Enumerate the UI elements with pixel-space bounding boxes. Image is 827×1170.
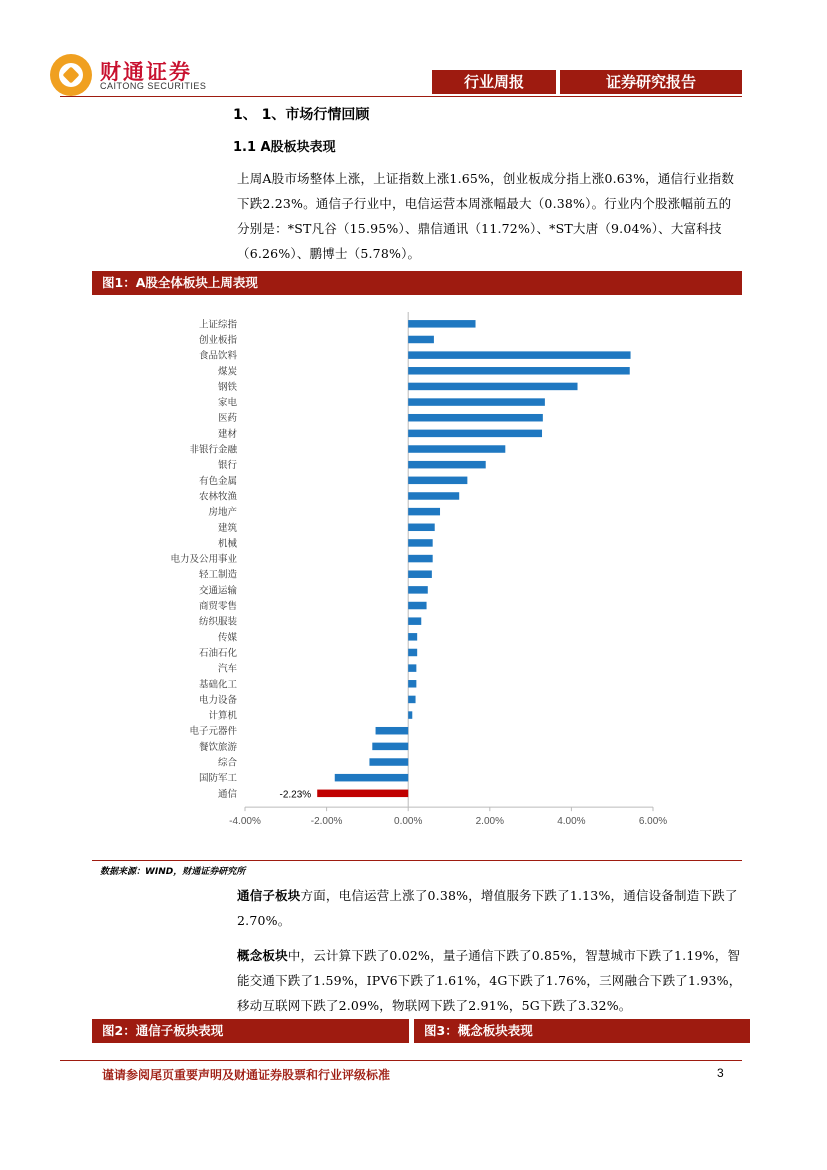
company-logo xyxy=(50,54,250,98)
category-label: 上证综指 xyxy=(198,319,237,331)
bar-7 xyxy=(408,430,542,438)
bar-2 xyxy=(408,351,630,359)
telecom-subsector-text: 方面，电信运营上涨了0.38%，增值服务下跌了1.13%，通信设备制造下跌了2.70%。 xyxy=(237,888,738,928)
bar-6 xyxy=(408,414,543,422)
footer-divider xyxy=(60,1060,742,1061)
category-label: 电力设备 xyxy=(198,694,237,706)
bar-28 xyxy=(369,758,408,766)
bar-11 xyxy=(408,492,459,500)
category-label: 银行 xyxy=(217,460,237,472)
category-label: 有色金属 xyxy=(198,475,237,487)
category-label: 创业板指 xyxy=(198,334,237,346)
header-divider xyxy=(60,96,742,97)
category-label: 钢铁 xyxy=(217,381,237,393)
data-label: -2.23% xyxy=(279,789,312,801)
category-label: 餐饮旅游 xyxy=(198,741,237,753)
header-tab-weekly: 行业周报 xyxy=(432,70,556,94)
category-label: 传媒 xyxy=(217,632,237,644)
source-divider xyxy=(92,860,742,861)
logo-chinese-name: 财通证券 xyxy=(100,60,192,84)
category-label: 纺织服装 xyxy=(198,616,237,628)
category-label: 交通运输 xyxy=(198,585,237,597)
bar-0 xyxy=(408,320,475,328)
category-label: 电力及公用事业 xyxy=(170,554,237,566)
market-review-paragraph: 上周A股市场整体上涨，上证指数上涨1.65%，创业板成分指上涨0.63%，通信行业指数下跌2.23%。通信子行业中，电信运营本周涨幅最大（0.38%）。行业内个股涨幅前五的分别是：*ST凡谷（15.95%）、鼎信通讯（11.72%）、*ST大唐（9.04%）、大富科技（6.26%）、鹏博士（5.78%）。 xyxy=(237,171,735,261)
bar-30 xyxy=(317,790,408,798)
page-number: 3 xyxy=(717,1066,724,1080)
x-tick-label: 6.00% xyxy=(638,816,668,828)
bar-26 xyxy=(376,727,409,735)
bar-24 xyxy=(408,696,415,704)
bar-15 xyxy=(408,555,432,563)
header-tab-report: 证券研究报告 xyxy=(560,70,742,94)
category-label: 商贸零售 xyxy=(198,601,237,613)
telecom-subsector-paragraph xyxy=(237,883,743,933)
bar-10 xyxy=(408,477,467,485)
category-label: 家电 xyxy=(217,397,237,409)
category-label: 医药 xyxy=(217,413,237,425)
x-tick-label: 2.00% xyxy=(475,816,504,828)
bar-27 xyxy=(372,743,408,751)
category-label: 机械 xyxy=(217,538,237,550)
category-label: 煤炭 xyxy=(217,366,237,378)
category-label: 非银行金融 xyxy=(189,444,237,456)
concept-sector-label: 概念板块 xyxy=(237,948,288,963)
sector-performance-chart xyxy=(150,300,670,840)
figure1-source: 数据来源：WIND，财通证券研究所 xyxy=(100,867,246,877)
category-label: 建材 xyxy=(217,428,237,440)
bar-8 xyxy=(408,445,505,453)
bar-20 xyxy=(408,633,417,641)
category-label: 综合 xyxy=(217,757,237,769)
figure1-title-bar: 图1：A股全体板块上周表现 xyxy=(92,271,742,295)
logo-english-name: CAITONG SECURITIES xyxy=(100,81,207,91)
x-tick-label: 0.00% xyxy=(394,816,423,828)
category-label: 建筑 xyxy=(217,522,237,534)
concept-sector-paragraph xyxy=(237,943,743,1018)
category-label: 国防军工 xyxy=(198,773,237,785)
category-label: 房地产 xyxy=(208,507,237,519)
category-label: 汽车 xyxy=(217,663,237,675)
category-label: 基础化工 xyxy=(198,679,237,691)
category-label: 电子元器件 xyxy=(189,726,237,738)
category-label: 石油石化 xyxy=(198,647,237,659)
bar-13 xyxy=(408,524,435,532)
bar-1 xyxy=(408,336,434,344)
bar-19 xyxy=(408,617,421,625)
figure2-title-bar: 图2：通信子板块表现 xyxy=(92,1019,409,1043)
x-tick-label: -2.00% xyxy=(310,816,343,828)
subsection-heading: 1.1 A股板块表现 xyxy=(233,140,336,155)
bar-21 xyxy=(408,649,417,657)
bar-23 xyxy=(408,680,416,688)
bar-22 xyxy=(408,664,416,672)
logo-emblem-icon xyxy=(50,54,92,96)
bar-3 xyxy=(408,367,630,375)
x-tick-label: 4.00% xyxy=(557,816,586,828)
category-label: 食品饮料 xyxy=(198,350,237,362)
bar-14 xyxy=(408,539,432,547)
bar-12 xyxy=(408,508,440,516)
bar-17 xyxy=(408,586,428,594)
concept-sector-text: 中，云计算下跌了0.02%，量子通信下跌了0.85%，智慧城市下跌了1.19%，智能交通下跌了1.59%，IPV6下跌了1.61%，4G下跌了1.76%，三网融合下跌了1.93%，移动互联网下跌了2.09%，物联网下跌了2.91%，5G下跌了3.32%。 xyxy=(237,948,742,1013)
category-label: 农林牧渔 xyxy=(198,491,237,503)
bar-16 xyxy=(408,570,432,578)
bar-9 xyxy=(408,461,486,469)
section-heading: 1、 1、市场行情回顾 xyxy=(233,107,370,123)
footer-disclaimer: 谨请参阅尾页重要声明及财通证券股票和行业评级标准 xyxy=(102,1068,391,1082)
x-tick-label: -4.00% xyxy=(229,816,261,828)
bar-25 xyxy=(408,711,412,719)
bar-29 xyxy=(335,774,408,782)
bar-5 xyxy=(408,398,545,406)
bar-18 xyxy=(408,602,426,610)
category-label: 轻工制造 xyxy=(198,569,237,581)
telecom-subsector-label: 通信子板块 xyxy=(237,888,301,903)
category-label: 通信 xyxy=(217,788,237,800)
figure3-title-bar: 图3：概念板块表现 xyxy=(414,1019,750,1043)
bar-4 xyxy=(408,383,577,391)
category-label: 计算机 xyxy=(208,710,237,722)
